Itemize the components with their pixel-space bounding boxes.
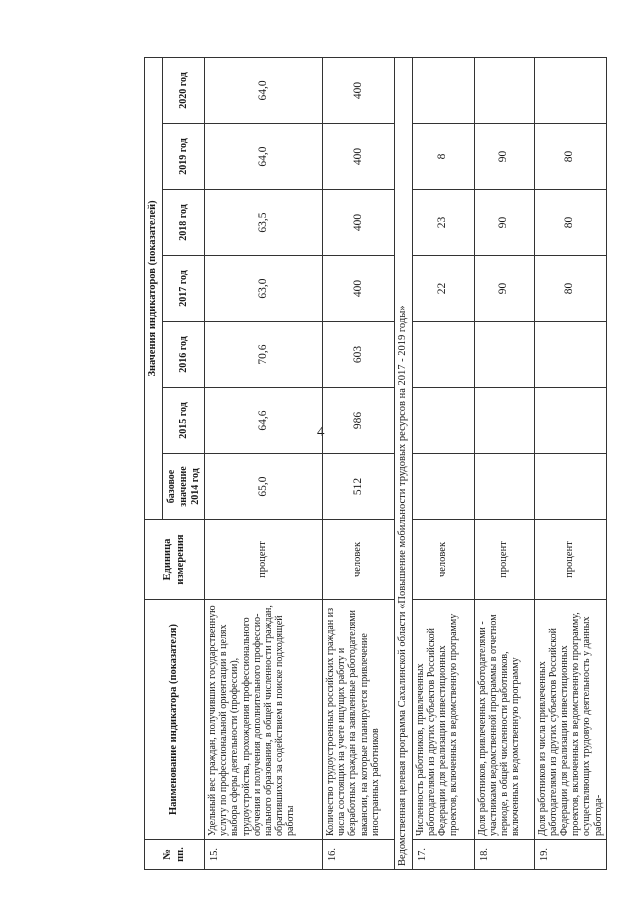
row-value: 90: [474, 124, 534, 190]
header-year-2015: 2015 год: [163, 388, 205, 454]
row-value: [534, 57, 606, 123]
row-value: [474, 388, 534, 454]
row-value: 65,0: [205, 454, 323, 520]
row-value: [412, 454, 474, 520]
row-value: 400: [323, 124, 395, 190]
row-value: 80: [534, 124, 606, 190]
row-num: 18.: [474, 840, 534, 870]
row-name: Количество трудоустроенных российских граждан из числа состоящих на учете ищущих работу и безработных граждан на заявленные работодателями вакансии, на которые планируется привлечение иностранных работников: [323, 600, 395, 840]
row-value: 90: [474, 256, 534, 322]
row-num: 16.: [323, 840, 395, 870]
row-value: 64,0: [205, 57, 323, 123]
header-year-base: базовое значение 2014 год: [163, 454, 205, 520]
header-unit: Единица измерения: [145, 520, 205, 600]
row-value: [412, 322, 474, 388]
row-value: [534, 454, 606, 520]
row-unit: человек: [323, 520, 395, 600]
row-value: 90: [474, 190, 534, 256]
row-name: Доля работников из числа привлеченных работодателями из других субъектов Российской Федерации для реализации инвестиционных проектов, включенных в ведомственную программу, осуществляющих трудовую деятельность у данных работода-: [534, 600, 606, 840]
header-num: № пп.: [145, 840, 205, 870]
row-value: [474, 57, 534, 123]
row-value: 63,0: [205, 256, 323, 322]
indicator-table: [144, 57, 607, 870]
row-unit: процент: [534, 520, 606, 600]
section-title: Ведомственная целевая программа Сахалинской области «Повышение мобильности трудовых ресурсов на 2017 - 2019 годы»: [395, 57, 413, 869]
row-value: 23: [412, 190, 474, 256]
row-value: [474, 454, 534, 520]
row-value: [474, 322, 534, 388]
row-num: 17.: [412, 840, 474, 870]
row-value: 64,6: [205, 388, 323, 454]
indicator-table-rotated: [144, 58, 604, 870]
table-row: [412, 57, 474, 869]
row-value: 64,0: [205, 124, 323, 190]
row-value: 80: [534, 256, 606, 322]
header-year-2016: 2016 год: [163, 322, 205, 388]
row-value: 400: [323, 190, 395, 256]
row-value: [534, 322, 606, 388]
row-name: Удельный вес граждан, получивших государственную услугу по профессиональной ориентации в целях выбора сферы деятельности (профессии), трудоустройства, прохождения профессионального обучения и получения дополнительного профессионального образования, в общей численности граждан, обратившихся за содействием в поиске подходящей работы: [205, 600, 323, 840]
row-value: 22: [412, 256, 474, 322]
row-value: 400: [323, 256, 395, 322]
header-values-group: Значения индикаторов (показателей): [145, 57, 163, 519]
row-num: 19.: [534, 840, 606, 870]
row-name: Доля работников, привлеченных работодателями - участниками ведомственной программы в отчетном периоде, в общей численности работников, включенных в ведомственную программу: [474, 600, 534, 840]
section-row: [395, 57, 413, 869]
row-value: 8: [412, 124, 474, 190]
table-row: [534, 57, 606, 869]
row-value: 986: [323, 388, 395, 454]
table-row: [474, 57, 534, 869]
row-unit: человек: [412, 520, 474, 600]
row-unit: процент: [474, 520, 534, 600]
table-row: [323, 57, 395, 869]
header-year-2018: 2018 год: [163, 190, 205, 256]
row-value: 63,5: [205, 190, 323, 256]
header-year-2017: 2017 год: [163, 256, 205, 322]
header-name: Наименование индикатора (показателя): [145, 600, 205, 840]
table-row: [205, 57, 323, 869]
row-value: [534, 388, 606, 454]
header-year-2020: 2020 год: [163, 57, 205, 123]
row-value: 603: [323, 322, 395, 388]
row-unit: процент: [205, 520, 323, 600]
row-value: 400: [323, 57, 395, 123]
row-num: 15.: [205, 840, 323, 870]
row-name: Численность работников, привлеченных работодателями из других субъектов Российской Федерации для реализации инвестиционных проектов, включенных в ведомственную программу: [412, 600, 474, 840]
row-value: 80: [534, 190, 606, 256]
row-value: [412, 57, 474, 123]
page-number: 4: [317, 424, 325, 440]
row-value: [412, 388, 474, 454]
header-year-2019: 2019 год: [163, 124, 205, 190]
row-value: 512: [323, 454, 395, 520]
row-value: 70,6: [205, 322, 323, 388]
